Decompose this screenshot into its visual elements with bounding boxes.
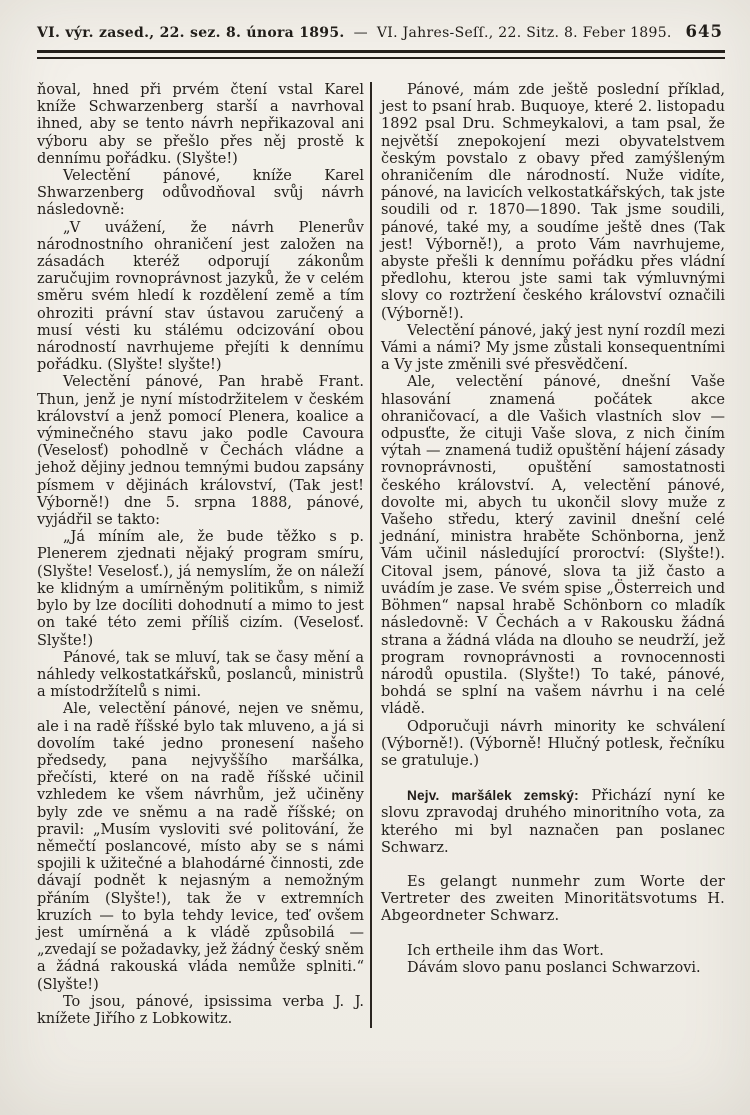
- paragraph-quote: „Já míním ale, že bude těžko s p. Plenerem zjednati nějaký program smíru, (Slyšte! Veselosť.), já nemyslím, že on náleží ke klidným a umírněným politikům, s nimiž bylo by lze docíliti dohodnutí a mimo to jest on také této zemi příliš cizím. (Veselosť. Slyšte!): [37, 529, 364, 649]
- right-column: [381, 82, 725, 1028]
- paragraph-quote: „V uvážení, že návrh Plenerův národnostního ohraničení jest založen na zásadách kteréž odporují zákonům zaručujim rovnoprávnost jazyků, že v celém směru svém hledí k rozdělení země a tím ohroziti právní stav ústavou zaručený a musí vésti ku stálému odcizování obou národností navrhujeme přejíti k dennímu pořádku. (Slyšte! slyšte!): [37, 219, 364, 374]
- paragraph-german-fraktur: Ich ertheile ihm das Wort.: [407, 942, 605, 959]
- paragraph: Velectění pánové, kníže Karel Shwarzenberg odůvodňoval svůj návrh následovně:: [37, 168, 364, 219]
- header-german-session: VI. Jahres-Seſſ., 22. Sitz. 8. Feber 1895.: [376, 25, 672, 41]
- paragraph: Ale, velectění pánové, nejen ve sněmu, ale i na radě říšské bylo tak mluveno, a já si dovolím také jedno pronesení našeho předsedy, pana nejvyššího maršálka, přečísti, které on na radě říšské učinil vzhledem ke všem návrhům, jež učiněny byly zde ve sněmu a na radě říšské; on pravil: „Musím vysloviti své politování, že němečtí poslancové, místo aby se s námi spojili k užitečné a blahodárné činnosti, zde dávají podnět k nejasným a nemožným přáním (Slyšte!), tak že v extremních kruzích — to byla tehdy levice, teď ovšem jest umírněná a k vládě způsobilá — „zvedají se požadavky, jež žádný český sněm a žádná rakouská vláda nemůže splniti.“ (Slyšte!): [37, 701, 364, 993]
- header-separator-dash: —: [353, 25, 368, 41]
- paragraph-closing: Dávám slovo panu poslanci Schwarzovi.: [407, 959, 701, 976]
- paragraph: Velectění pánové, Pan hrabě Frant. Thun, jenž je nyní místodržitelem v českém království a jenž pomocí Plenera, koalice a výminečného stavu jako podle Cavoura (Veselosť) pohodlně v Čechách vládne a jehož dějiny jednou temnými budou zapsány písmem v dějinách království, (Tak jest! Výborně!) dne 5. srpna 1888, pánové, vyjádřil se takto:: [37, 374, 364, 529]
- header-rule-top: [37, 50, 725, 53]
- paragraph: To jsou, pánové, ipsissima verba J. J. knížete Jiřího z Lobkowitz.: [37, 993, 364, 1027]
- column-divider: [370, 82, 372, 1028]
- speaker-text: Přichází nyní ke slovu zpravodaj druhého minoritního vota, za kterého mi byl naznačen pan poslanec Schwarz.: [381, 788, 725, 856]
- paragraph: Velectění pánové, jaký jest nyní rozdíl mezi Vámi a námi? My jsme zůstali konsequentními a Vy jste změnili své přesvědčení.: [381, 322, 725, 374]
- paragraph-continuation: ňoval, hned při prvém čtení vstal Karel kníže Schwarzenberg starší a navrhoval ihned, aby se tento návrh nepřikazoval ani výboru aby se přešlo přes něj prostě k dennímu pořádku. (Slyšte!): [37, 82, 364, 167]
- paragraph: Odporučuji návrh minority ke schválení (Výborně!). (Výborně! Hlučný potlesk, řečníku se gratuluje.): [381, 718, 725, 769]
- paragraph: Ale, velectění pánové, dnešní Vaše hlasování znamená počátek akce ohraničovací, a dle Vašich vlastních slov — odpusťte, že cituji Vaše slova, z nich činím výtah — znamená tudiž opuštění hájení zásady rovnoprávnosti, opuštění samostatnosti českého království. A, velectění pánové, dovolte mi, abych tu ukončil slovy muže z Vašeho středu, který zavinil dnešní celé jednání, ministra hraběte Schönborna, jenž Vám učinil následující proroctví: (Slyšte!). Citoval jsem, pánové, slova ta již často a uvádím je zase. Ve svém spise „Österreich und Böhmen“ napsal hrabě Schönborn co mladík následovně: V Čechách a v Rakousku žádná strana a žádná vláda na dlouho se neudrží, jež program rovnoprávnosti a rovnocennosti národů opustila. (Slyšte!) To také, pánové, bohdá se splní na vašem návrhu i na celé vládě.: [381, 374, 725, 718]
- paragraph: Pánové, mám zde ještě poslední příklad, jest to psaní hrab. Buquoye, které 2. listopadu 1892 psal Dru. Schmeykalovi, a tam psal, že největší znepokojení mezi obyvatelstvem českým povstalo z obavy před zamýšleným ohraničením dle národností. Nuže vidíte, pánové, na lavicích velkostatkářských, tak jste soudili od r. 1870—1890. Tak jsme soudili, pánové, také my, a soudíme ještě dnes (Tak jest! Výborně!), a proto Vám navrhujeme, abyste přešli k dennímu pořádku přes vládní předlohu, kterou jste sami tak výmluvnými slovy co roztržení českého království označili (Výborně!).: [381, 82, 725, 322]
- running-head: [37, 22, 723, 41]
- page-number: 645: [685, 22, 723, 41]
- header-czech-session: VI. výr. zased., 22. sez. 8. února 1895.: [37, 25, 345, 41]
- left-column: [37, 82, 364, 1028]
- body-columns: [37, 82, 725, 1028]
- paragraph: Pánové, tak se mluví, tak se časy mění a náhledy velkostatkářsků, poslanců, ministrů a místodržítelů s nimi.: [37, 649, 364, 701]
- paragraph-german-fraktur: Es gelangt nunmehr zum Worte der Vertreter des zweiten Minoritätsvotums H. Abgeordneter Schwarz.: [381, 873, 725, 925]
- speaker-name: Nejv. maršálek zemský:: [407, 788, 579, 804]
- header-rule-bottom: [37, 57, 725, 59]
- speaker-paragraph: [381, 787, 725, 857]
